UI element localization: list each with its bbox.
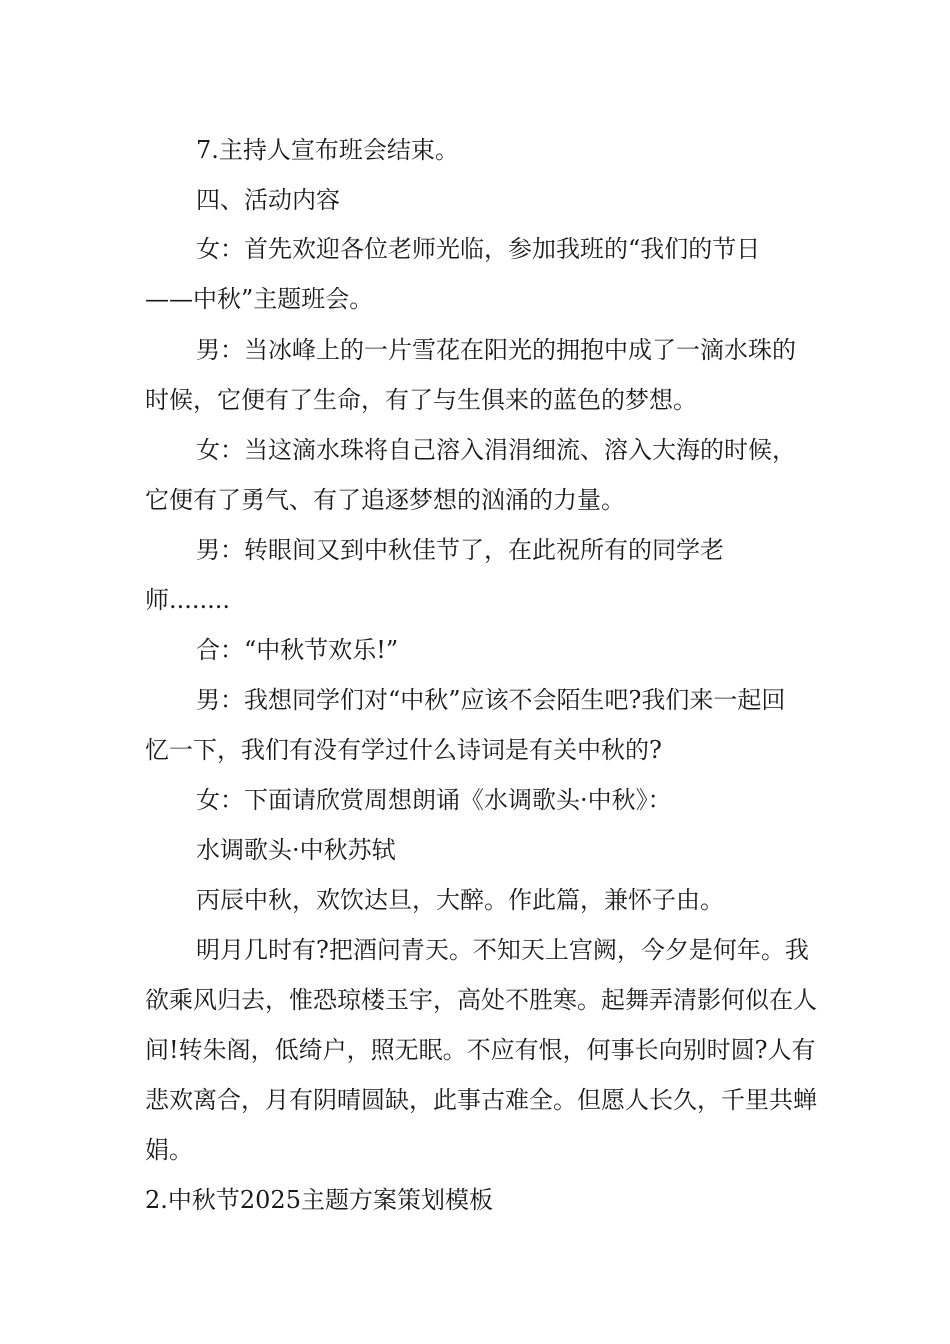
poem-title: 水调歌头·中秋苏轼	[196, 836, 396, 864]
dialogue-paragraph: 男：我想同学们对“中秋”应该不会陌生吧?我们来一起回忆一下，我们有没有学过什么诗词是有关中秋的?	[145, 686, 786, 764]
poem-body: 明月几时有?把酒问青天。不知天上宫阙，今夕是何年。我欲乘风归去，惟恐琼楼玉宇，高处不胜寒。起舞弄清影何似在人间!转朱阁，低绮户，照无眠。不应有恨，何事长向别时圆?人有悲欢离合，月有阴晴圆缺，此事古难全。但愿人长久，千里共蝉娟。	[145, 936, 817, 1164]
section-heading: 2.中秋节2025主题方案策划模板	[145, 1186, 493, 1214]
step-7-text: 7.主持人宣布班会结束。	[196, 136, 459, 164]
poem-preface: 丙辰中秋，欢饮达旦，大醉。作此篇，兼怀子由。	[196, 886, 724, 914]
section-heading: 四、活动内容	[196, 186, 340, 214]
dialogue-paragraph: 女：首先欢迎各位老师光临，参加我班的“我们的节日——中秋”主题班会。	[145, 235, 761, 313]
dialogue-paragraph: 男：当冰峰上的一片雪花在阳光的拥抱中成了一滴水珠的时候，它便有了生命，有了与生俱来的蓝色的梦想。	[145, 336, 796, 414]
dialogue-paragraph: 合：“中秋节欢乐!”	[196, 636, 399, 664]
dialogue-paragraph: 女：下面请欣赏周想朗诵《水调歌头·中秋》：	[196, 786, 672, 814]
dialogue-paragraph: 女：当这滴水珠将自己溶入涓涓细流、溶入大海的时候，它便有了勇气、有了追逐梦想的汹涌的力量。	[145, 436, 796, 514]
dialogue-paragraph: 男：转眼间又到中秋佳节了，在此祝所有的同学老师........	[145, 536, 724, 614]
